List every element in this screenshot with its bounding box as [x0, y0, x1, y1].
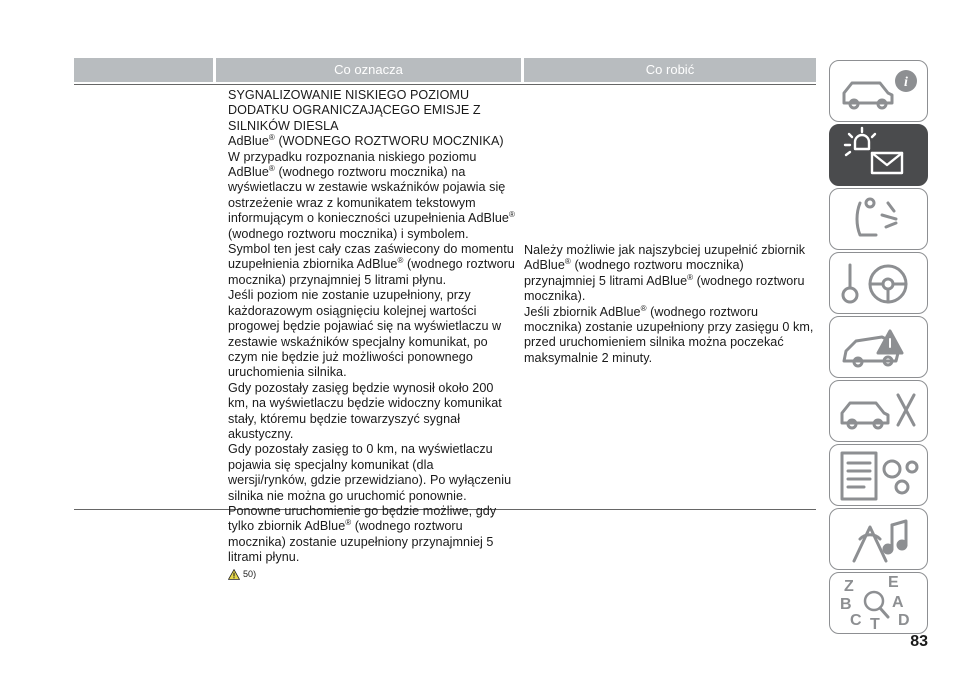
tab-car-info[interactable]: [829, 60, 928, 122]
action-paragraph-2: Jeśli zbiornik AdBlue® (wodnego roztworu mocznika) zostanie uzupełniony przy zasięgu 0 km, przed uruchomieniem silnika można poczekać maksymalnie 2 minuty.: [524, 303, 814, 365]
header-what-it-means: Co oznacza: [216, 58, 521, 82]
header-what-to-do: Co robić: [524, 58, 816, 82]
tab-index[interactable]: [829, 572, 928, 634]
row-title: SYGNALIZOWANIE NISKIEGO POZIOMU DODATKU OGRANICZAJĄCEGO EMISJE Z SILNIKÓW DIESLA AdBlue® (WODNEGO ROZTWORU MOCZNIKA): [228, 88, 504, 149]
multimedia-icon: [830, 509, 929, 571]
tab-safety[interactable]: [829, 188, 928, 250]
index-letter-b: B: [840, 596, 852, 613]
paragraph-2: Symbol ten jest cały czas zaświecony do momentu uzupełnienia zbiornika AdBlue® (wodnego roztworu mocznika) przynajmniej 5 litrami płynu.: [228, 242, 515, 287]
tab-multimedia[interactable]: [829, 508, 928, 570]
tab-emergency[interactable]: [829, 316, 928, 378]
paragraph-5: Gdy pozostały zasięg to 0 km, na wyświetlaczu pojawia się specjalny komunikat (dla wersji/rynków, gdzie przewidziano). Po wyłączeniu silnika nie można go uruchomić ponownie.: [228, 442, 512, 503]
description-column: [228, 88, 516, 584]
warning-ref-number: 50): [243, 568, 257, 579]
tab-starting-driving[interactable]: [829, 252, 928, 314]
warning-reference[interactable]: [228, 567, 256, 582]
paragraph-3: Jeśli poziom nie zostanie uzupełniony, przy każdorazowym osiągnięciu kolejnej wartości progowej będzie pojawiać się na wyświetlaczu w zestawie wskaźników specjalny komunikat, po czym nie będzie już możliwości ponownego uruchomienia silnika.: [228, 288, 502, 380]
svg-text:i: i: [904, 75, 908, 90]
warning-lights-icon: [830, 125, 929, 187]
paragraph-4: Gdy pozostały zasięg będzie wynosił około 200 km, na wyświetlaczu będzie widoczny komunikat stały, któremu będzie towarzyszyć sygnał akustyczny.: [228, 380, 502, 441]
key-steering-icon: [830, 253, 929, 315]
tab-technical-data[interactable]: [829, 444, 928, 506]
table-rule-top: [74, 84, 816, 85]
index-icon: [830, 573, 929, 635]
warning-triangle-icon: [228, 569, 240, 580]
index-letter-t: T: [870, 616, 880, 633]
tab-warning-lights[interactable]: [829, 124, 928, 186]
index-letter-a: A: [892, 594, 904, 611]
index-letter-z: Z: [844, 578, 854, 595]
car-service-icon: [830, 381, 929, 443]
airbag-seat-icon: [830, 189, 929, 251]
index-letter-c: C: [850, 612, 862, 629]
action-paragraph-1: Należy możliwie jak najszybciej uzupełnić zbiornik AdBlue® (wodnego roztworu mocznika) przynajmniej 5 litrami AdBlue® (wodnego roztworu mocznika).: [524, 243, 806, 304]
index-letter-e: E: [888, 574, 899, 591]
paragraph-1: W przypadku rozpoznania niskiego poziomu AdBlue® (wodnego roztworu mocznika) na wyświetlaczu w zestawie wskaźników pojawia się ostrzeżenie wraz z komunikatem tekstowym informującym o konieczności uzupełnienia AdBlue® (wodnego roztworu mocznika) i symbolem.: [228, 149, 515, 241]
tab-service[interactable]: [829, 380, 928, 442]
page-number: 83: [910, 633, 928, 650]
car-crash-icon: [830, 317, 929, 379]
action-column: [524, 243, 816, 366]
header-blank-cell: [74, 58, 213, 82]
technical-data-icon: [830, 445, 929, 507]
index-letter-d: D: [898, 612, 910, 629]
paragraph-6: Ponowne uruchomienie go będzie możliwe, gdy tylko zbiornik AdBlue® (wodnego roztworu mocznika) zostanie uzupełniony przynajmniej 5 litrami płynu.: [228, 503, 497, 565]
car-info-icon: [830, 61, 929, 123]
